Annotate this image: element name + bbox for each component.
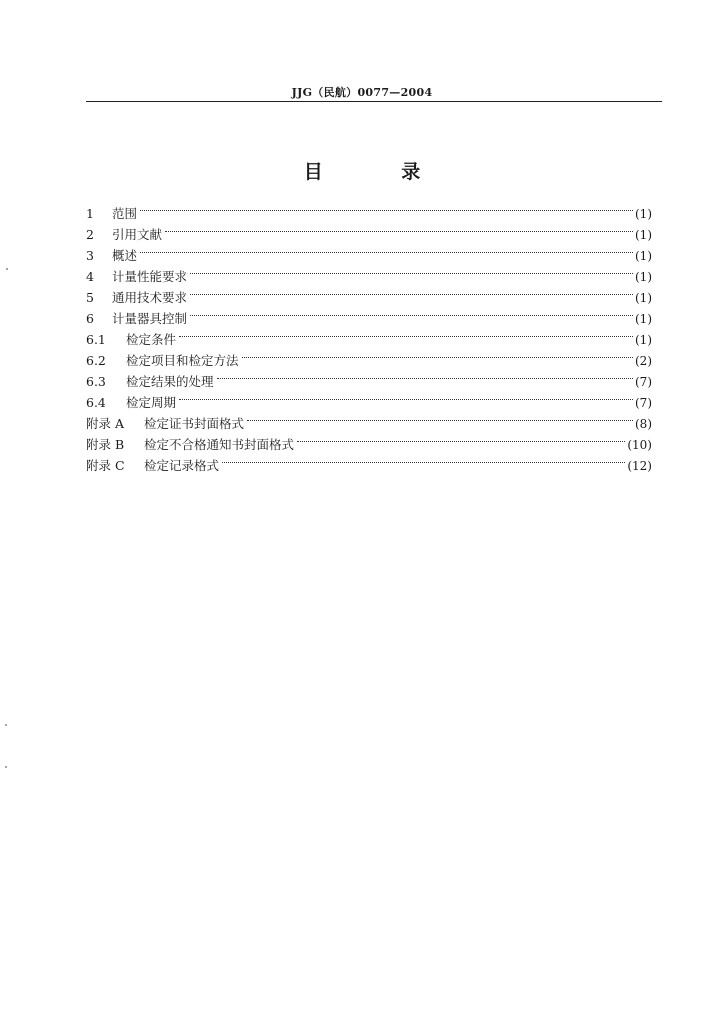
toc-entry-number: 附录 A	[86, 416, 125, 431]
toc-entry-label: 计量性能要求	[112, 269, 188, 284]
toc-list	[86, 203, 652, 476]
toc-entry-page: (8)	[635, 417, 652, 431]
toc-entry-label: 检定记录格式	[144, 458, 220, 473]
toc-dot-leader	[140, 210, 633, 211]
toc-dot-leader	[247, 420, 633, 421]
toc-dot-leader	[242, 357, 633, 358]
toc-entry	[86, 455, 652, 476]
toc-dot-leader	[222, 462, 625, 463]
toc-entry-label: 计量器具控制	[112, 311, 188, 326]
toc-dot-leader	[217, 378, 633, 379]
toc-entry	[86, 371, 652, 392]
header-rule	[86, 101, 662, 102]
toc-entry-page: (7)	[635, 396, 652, 410]
toc-entry	[86, 266, 652, 287]
toc-entry-label: 检定证书封面格式	[144, 416, 245, 431]
toc-entry-number: 6.2	[86, 353, 106, 368]
toc-entry-label: 检定结果的处理	[126, 374, 214, 389]
toc-entry-number: 6	[86, 311, 94, 326]
toc-dot-leader	[190, 315, 633, 316]
toc-entry	[86, 245, 652, 266]
toc-dot-leader	[179, 336, 633, 337]
toc-entry	[86, 224, 652, 245]
toc-dot-leader	[297, 441, 625, 442]
toc-entry-label: 引用文献	[112, 227, 163, 242]
toc-entry	[86, 329, 652, 350]
toc-title: 目 录	[303, 161, 457, 183]
toc-entry-label: 检定条件	[126, 332, 177, 347]
toc-entry-page: (1)	[635, 228, 652, 242]
toc-entry-page: (7)	[635, 375, 652, 389]
toc-entry	[86, 392, 652, 413]
toc-entry-number: 6.1	[86, 332, 106, 347]
toc-entry-number: 附录 C	[86, 458, 125, 473]
toc-entry-page: (2)	[635, 354, 652, 368]
toc-entry-page: (12)	[627, 459, 652, 473]
toc-dot-leader	[190, 294, 633, 295]
toc-entry-label: 范围	[112, 206, 138, 221]
toc-entry	[86, 203, 652, 224]
toc-entry	[86, 413, 652, 434]
toc-entry	[86, 350, 652, 371]
toc-dot-leader	[179, 399, 633, 400]
toc-entry-number: 4	[86, 269, 94, 284]
toc-entry	[86, 434, 652, 455]
toc-entry-page: (1)	[635, 291, 652, 305]
toc-entry-number: 3	[86, 248, 94, 263]
toc-entry-label: 通用技术要求	[112, 290, 188, 305]
toc-entry-page: (1)	[635, 207, 652, 221]
toc-entry	[86, 308, 652, 329]
toc-entry-page: (10)	[627, 438, 652, 452]
toc-entry-label: 检定项目和检定方法	[126, 353, 239, 368]
toc-dot-leader	[165, 231, 633, 232]
toc-entry-page: (1)	[635, 270, 652, 284]
running-header: JJG（民航）0077—2004	[291, 86, 433, 99]
toc-entry	[86, 287, 652, 308]
toc-entry-number: 2	[86, 227, 94, 242]
toc-entry-number: 6.4	[86, 395, 106, 410]
toc-entry-number: 1	[86, 206, 94, 221]
scan-speck	[6, 268, 8, 270]
toc-entry-number: 6.3	[86, 374, 106, 389]
toc-entry-page: (1)	[635, 312, 652, 326]
toc-entry-page: (1)	[635, 333, 652, 347]
toc-entry-page: (1)	[635, 249, 652, 263]
toc-entry-label: 检定周期	[126, 395, 177, 410]
toc-entry-number: 附录 B	[86, 437, 125, 452]
scan-speck	[5, 766, 7, 768]
toc-entry-number: 5	[86, 290, 94, 305]
scan-speck	[5, 724, 7, 726]
toc-entry-label: 检定不合格通知书封面格式	[144, 437, 295, 452]
toc-dot-leader	[190, 273, 633, 274]
toc-dot-leader	[140, 252, 633, 253]
toc-entry-label: 概述	[112, 248, 138, 263]
